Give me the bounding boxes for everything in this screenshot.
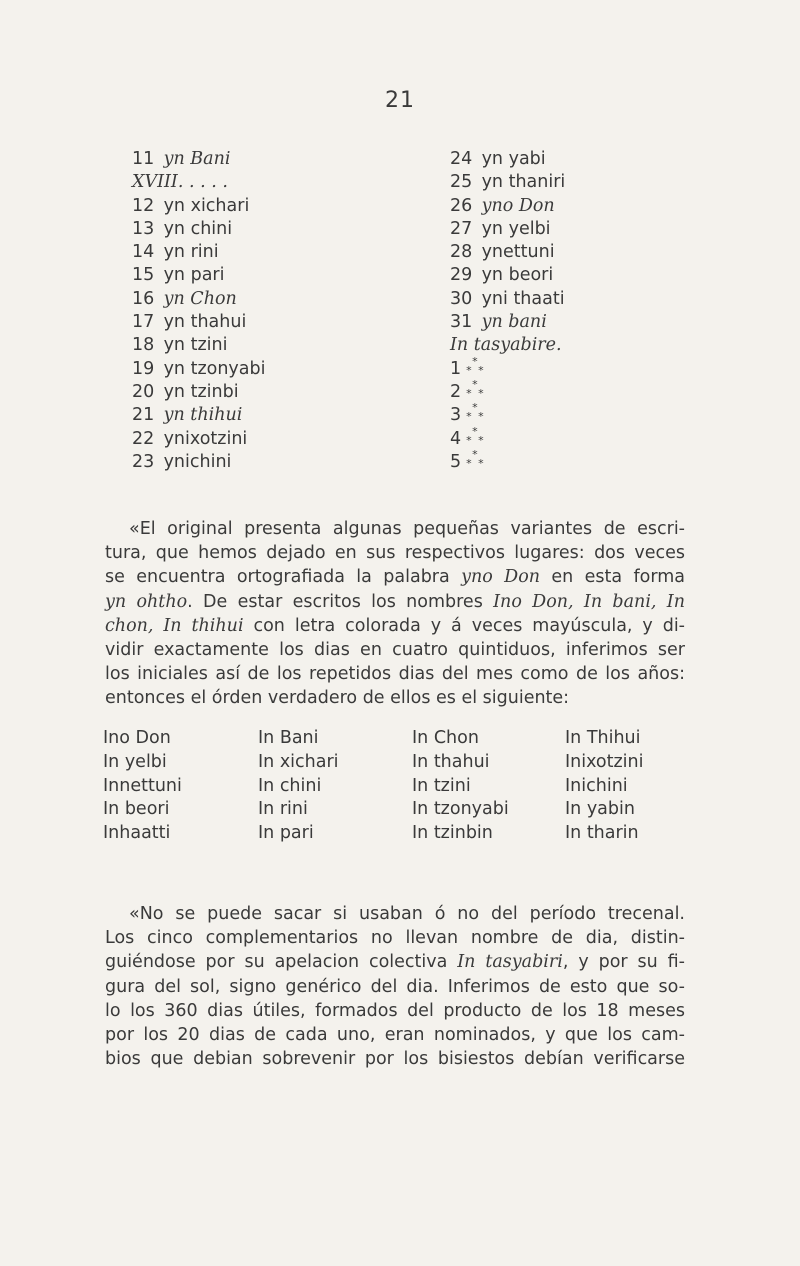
paragraph-original-variants [105,517,685,711]
paragraph-line: vidir exactamente los dias en cuatro quintiduos, inferimos ser [105,640,685,661]
complementary-day-number: 2 [450,381,462,402]
day-name: yni thaati [481,288,565,309]
day-number: 31 [450,312,473,333]
asterism-icon: * * * [466,354,484,377]
table-cell: In Thihui [565,728,641,748]
day-name: yn tzini [163,335,228,356]
complementary-day [450,377,565,404]
list-item [132,451,266,474]
table-cell: Inichini [565,775,628,796]
list-item [450,148,565,171]
table-cell: In yelbi [103,751,167,772]
day-name: yn rini [163,242,219,263]
paragraph-line: lo los 360 dias útiles, formados del producto de los 18 meses [105,1000,685,1021]
text-run: en esta forma [540,567,686,588]
italic-term: chon, In thihui [105,615,244,636]
day-name: yn tzinbi [163,381,239,402]
day-name: yn yabi [481,149,546,169]
day-name: yn Bani [163,149,231,169]
list-item [132,334,266,357]
paragraph-line [105,590,685,614]
table-cell: In tzini [412,775,471,796]
paragraph-line [105,614,685,638]
day-number: 25 [450,172,473,193]
paragraph-line: tura, que hemos dejado en sus respectivos lugares: dos veces [105,543,685,564]
table-cell: In chini [258,775,322,796]
complementary-day-number: 5 [450,451,462,472]
text-run: . De estar escritos los nombres [187,591,494,612]
italic-term: Ino Don, In bani, In [493,591,685,612]
day-number: 30 [450,288,473,309]
order-table-column-3 [412,727,509,846]
day-name: yn chini [163,218,233,239]
list-item [450,195,565,218]
paragraph-line: los iniciales así de los repetidos dias del mes como de los años: [105,664,685,685]
table-cell: In Chon [412,728,479,748]
complementary-day-number: 4 [450,428,462,449]
table-cell: In Bani [258,728,319,748]
day-number: 21 [132,405,155,426]
left-day-list [132,148,266,474]
table-cell: In tzinbin [412,823,493,844]
day-name: yn tzonyabi [163,358,266,379]
paragraph-line [105,565,685,589]
complementary-heading: In tasyabire. [450,335,562,356]
text-run: se encuentra ortografiada la palabra [105,567,462,588]
list-item [450,241,565,264]
day-number: 24 [450,149,473,169]
day-name: ynichini [163,451,232,472]
list-item [132,404,266,427]
complementary-day [450,424,565,451]
text-run: con letra colorada y á veces mayúscula, y di- [243,615,685,636]
day-name: yn thaniri [481,172,566,193]
day-number: 18 [132,335,155,356]
day-number: 26 [450,195,473,216]
asterism-icon: * * * [466,424,484,447]
day-number: 28 [450,242,473,263]
complementary-day [450,401,565,427]
order-table-column-2 [258,727,339,846]
day-number: 14 [132,242,155,263]
day-number: 12 [132,195,155,216]
list-item [132,241,266,264]
list-item [450,311,565,334]
list-item [450,171,565,194]
asterism-icon: * * * [466,401,484,424]
table-cell: Inhaatti [103,823,171,844]
day-number: 29 [450,265,473,286]
day-number: 13 [132,218,155,239]
text-run: guiéndose por su apelacion colectiva [105,952,458,973]
list-item [132,148,266,171]
order-table-column-1 [103,727,182,846]
paragraph-line: Los cinco complementarios no llevan nombre de dia, distin- [105,928,685,949]
day-name: yn bani [481,312,547,333]
text-run: , y por su fi- [562,952,685,973]
day-name: yn thahui [163,312,247,333]
day-number: 22 [132,428,155,449]
order-table-column-4 [565,727,644,846]
asterism-icon: * * * [466,377,484,400]
complementary-day-number: 3 [450,405,462,426]
table-cell: In rini [258,799,308,820]
day-name: yn beori [481,265,554,286]
paragraph-line [105,950,685,974]
day-number: 17 [132,312,155,333]
day-name: yn Chon [163,288,237,309]
table-cell: In thahui [412,751,490,772]
list-item [132,428,266,451]
table-cell: In pari [258,823,314,844]
day-name: yn yelbi [481,218,551,239]
list-item [132,218,266,241]
complementary-day [450,354,565,381]
list-item [450,288,565,311]
paragraph-line: entonces el órden verdadero de ellos es el siguiente: [105,688,570,709]
list-item [132,311,266,334]
list-item [132,195,266,218]
italic-term: In tasyabiri [457,952,563,973]
page-number: 21 [385,88,415,113]
paragraph-trecenal [105,902,685,1071]
list-item [450,264,565,287]
table-cell: In tharin [565,823,639,844]
table-cell: Ino Don [103,728,171,748]
day-number: 27 [450,218,473,239]
day-name: yn thihui [163,405,243,426]
table-cell: In yabin [565,799,635,820]
list-item [132,381,266,404]
paragraph-line: «No se puede sacar si usaban ó no del período trecenal. [129,904,685,924]
italic-term: yno Don [461,567,541,588]
complementary-day-number: 1 [450,358,462,379]
day-name: yn pari [163,265,225,286]
paragraph-line: por los 20 dias de cada uno, eran nominados, y que los cam- [105,1025,685,1046]
day-number: 11 [132,149,155,169]
month-heading: XVIII. . . . . [132,172,228,193]
table-cell: Innettuni [103,775,182,796]
right-day-list [450,148,565,474]
list-item [132,358,266,381]
table-cell: In xichari [258,751,339,772]
day-number: 15 [132,265,155,286]
paragraph-line: gura del sol, signo genérico del dia. Inferimos de esto que so- [105,976,685,997]
day-number: 23 [132,451,155,472]
day-number: 20 [132,381,155,402]
italic-term: yn ohtho [105,591,188,612]
table-cell: In tzonyabi [412,799,509,820]
day-name: yno Don [481,195,555,216]
paragraph-line: «El original presenta algunas pequeñas variantes de escri- [129,519,685,539]
complementary-day [450,447,565,474]
asterism-icon: * * * [466,447,484,470]
table-cell: In beori [103,799,170,820]
list-item [132,264,266,287]
day-name: ynixotzini [163,428,248,449]
list-item [450,218,565,241]
list-item [132,288,266,311]
day-name: yn xichari [163,195,250,216]
day-number: 16 [132,288,155,309]
day-number: 19 [132,358,155,379]
table-cell: Inixotzini [565,751,644,772]
day-name: ynettuni [481,242,555,263]
list-item [132,171,266,194]
paragraph-line: bios que debian sobrevenir por los bisiestos debían verificarse [105,1049,685,1070]
